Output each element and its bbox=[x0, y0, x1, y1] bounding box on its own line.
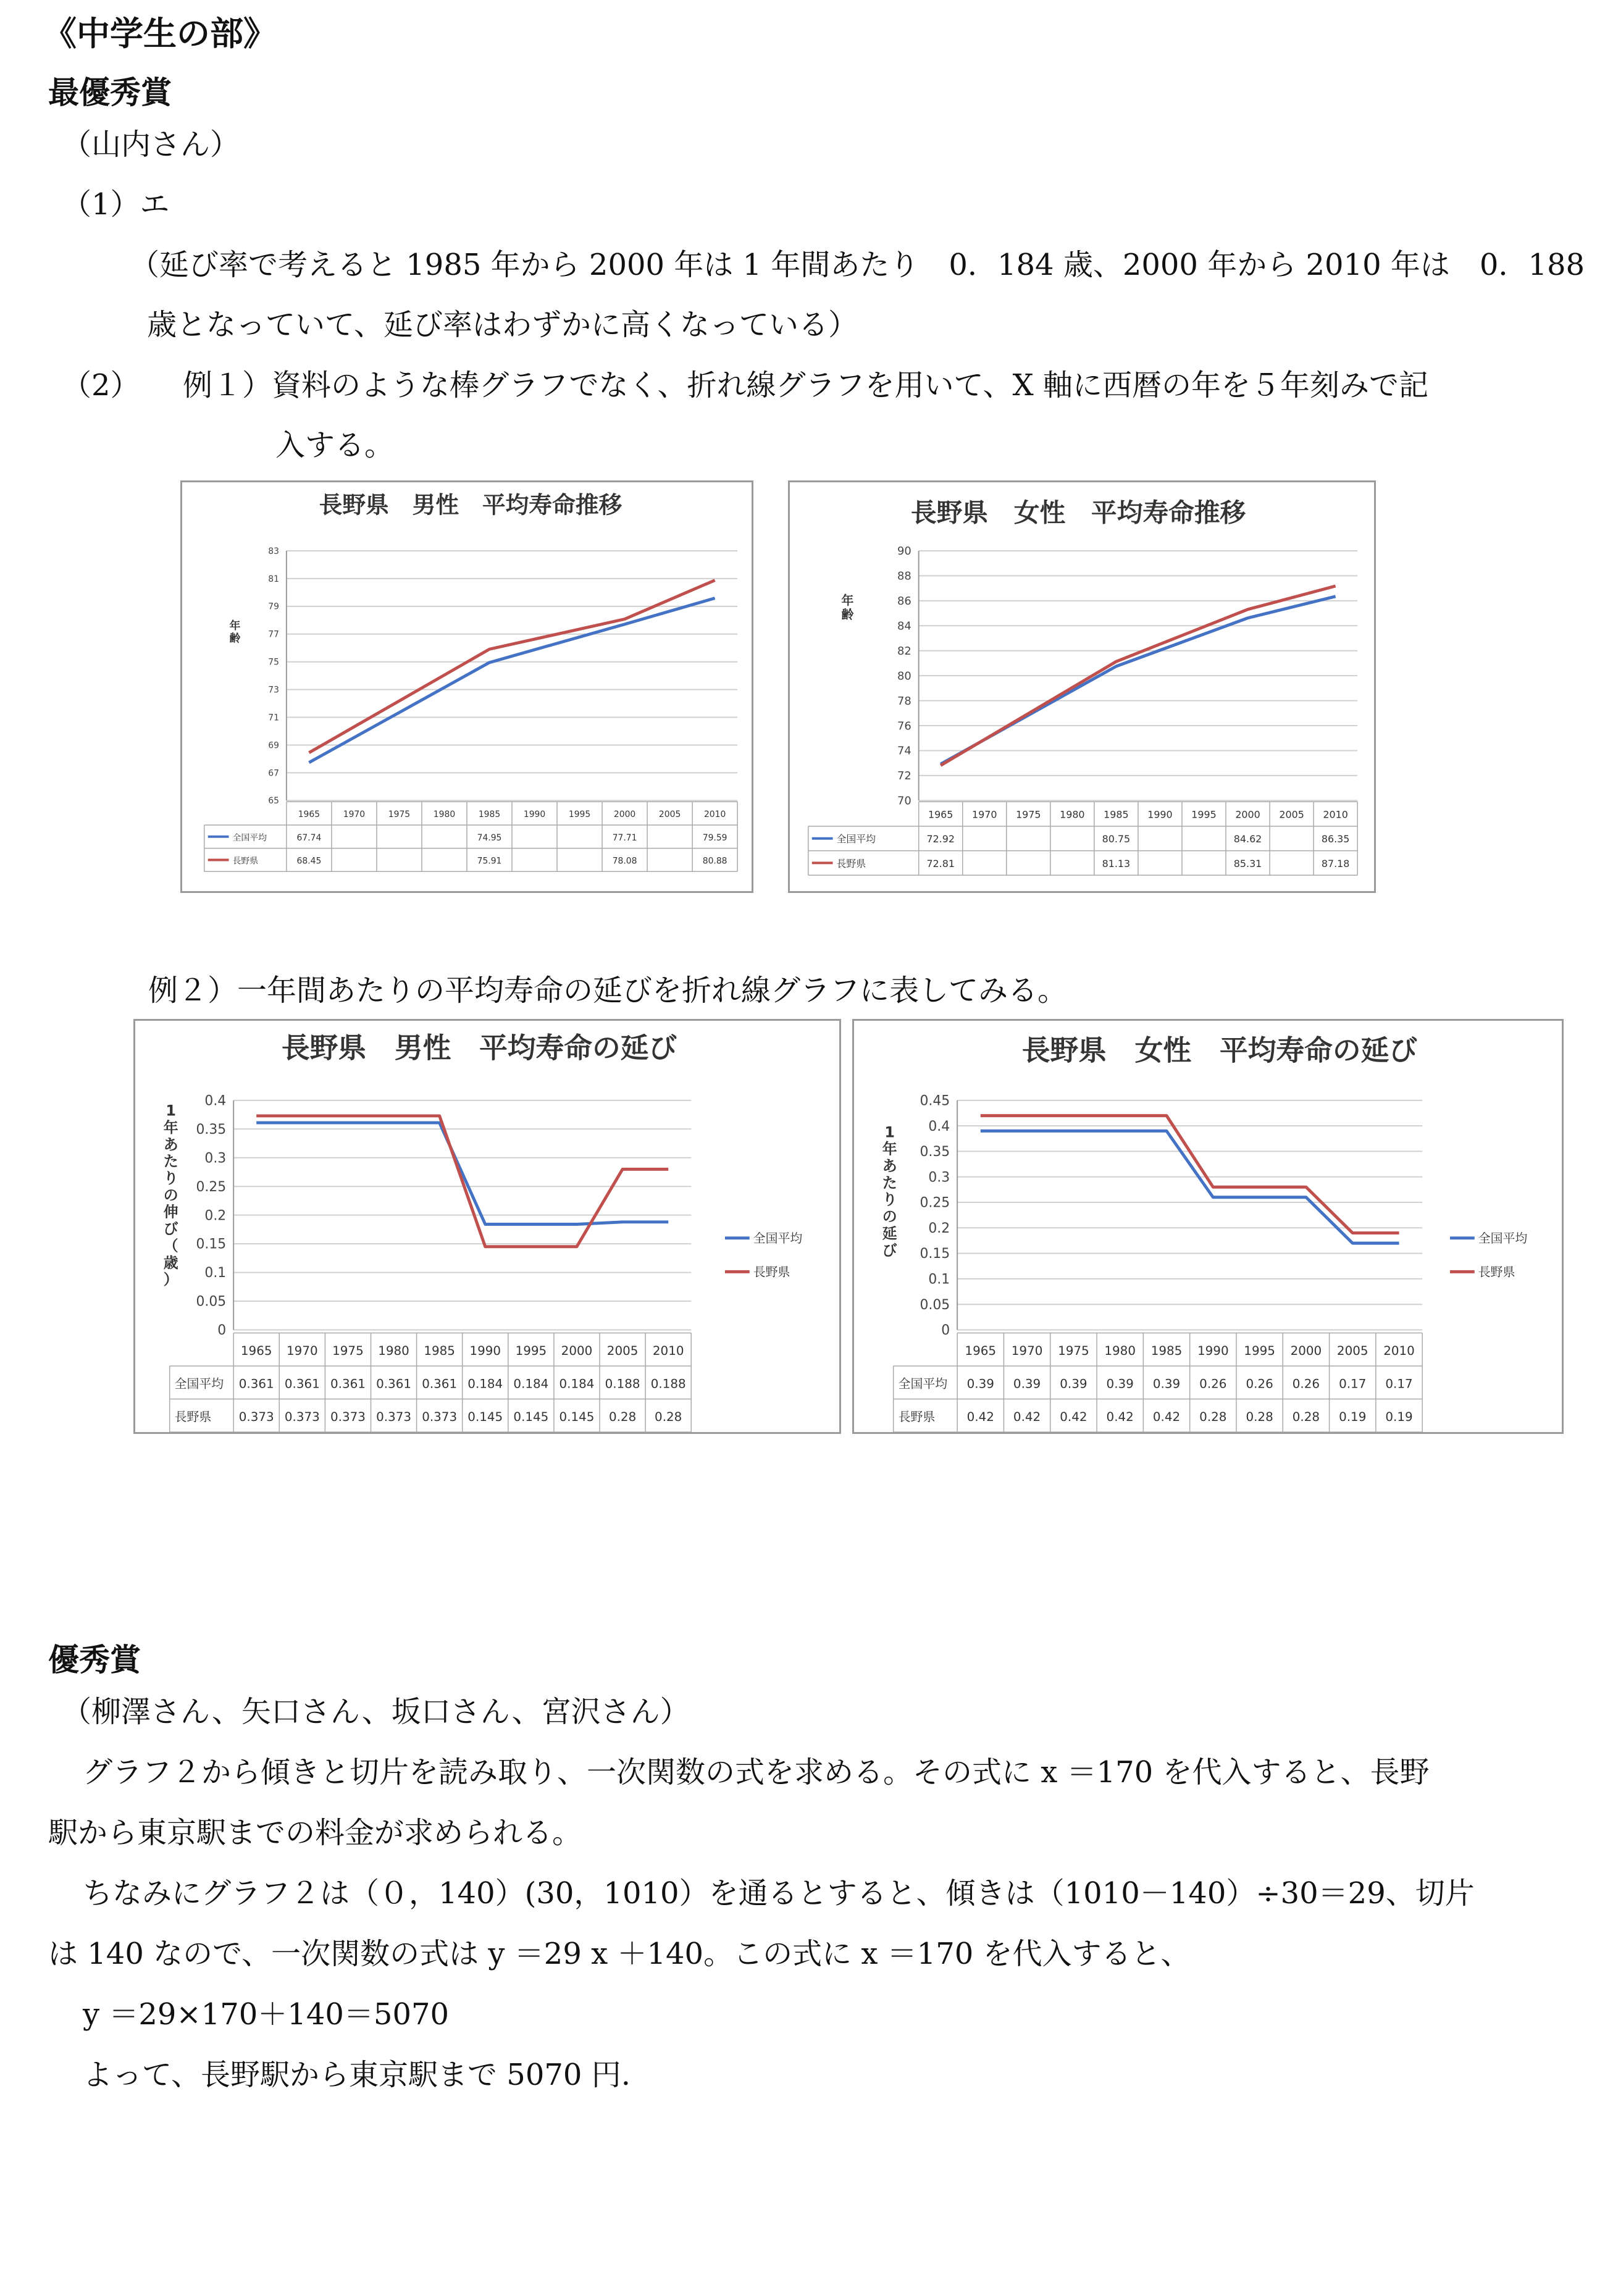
data-label: 0.39 bbox=[1152, 1376, 1181, 1391]
y-tick-label: 75 bbox=[268, 657, 279, 668]
y-tick-label: 0.35 bbox=[920, 1144, 950, 1160]
data-label: 78.08 bbox=[612, 856, 637, 866]
y-tick-label: 79 bbox=[268, 601, 279, 612]
y-tick-label: 69 bbox=[268, 740, 279, 751]
data-label: 72.92 bbox=[926, 833, 955, 845]
data-label: 0.17 bbox=[1385, 1376, 1413, 1391]
series-line-national bbox=[941, 597, 1335, 765]
series-line-national bbox=[981, 1131, 1399, 1243]
top-award-names: （山内さん） bbox=[62, 127, 240, 162]
table-series-name: 長野県 bbox=[898, 1409, 936, 1424]
y-tick-label: 0.1 bbox=[928, 1272, 950, 1288]
x-category-label: 2005 bbox=[606, 1343, 639, 1358]
data-label: 0.188 bbox=[605, 1376, 640, 1391]
data-label: 0.26 bbox=[1292, 1376, 1320, 1391]
data-label: 0.184 bbox=[513, 1376, 549, 1391]
table-series-name: 長野県 bbox=[174, 1409, 212, 1424]
data-label: 0.42 bbox=[1013, 1409, 1041, 1424]
data-label: 85.31 bbox=[1233, 857, 1262, 869]
data-label: 0.42 bbox=[1060, 1409, 1087, 1424]
q2-text-line2: 入する。 bbox=[275, 428, 395, 463]
series-line-national bbox=[256, 1123, 668, 1224]
x-category-label: 2000 bbox=[1235, 808, 1260, 821]
y-tick-label: 0.15 bbox=[920, 1246, 950, 1262]
x-category-label: 1990 bbox=[469, 1343, 501, 1358]
data-label: 0.145 bbox=[467, 1409, 503, 1424]
data-label: 0.39 bbox=[1013, 1376, 1041, 1391]
legend-label: 全国平均 bbox=[753, 1231, 803, 1246]
x-category-label: 1970 bbox=[343, 810, 366, 820]
y-tick-label: 81 bbox=[268, 574, 279, 584]
legend-label: 長野県 bbox=[1478, 1265, 1515, 1280]
x-category-label: 2000 bbox=[613, 810, 636, 820]
q1-label: （1）エ bbox=[62, 187, 170, 222]
y-axis-label: 年齢 bbox=[841, 593, 854, 622]
x-category-label: 1995 bbox=[515, 1343, 547, 1358]
second-award-names: （柳澤さん、矢口さん、坂口さん、宮沢さん） bbox=[62, 1695, 690, 1729]
x-category-label: 1980 bbox=[433, 810, 456, 820]
data-label: 81.13 bbox=[1102, 857, 1131, 869]
y-tick-label: 65 bbox=[268, 796, 279, 807]
x-category-label: 1995 bbox=[1191, 808, 1217, 821]
x-category-label: 1970 bbox=[972, 808, 997, 821]
y-axis-label: 1 年あたりの伸び（歳） bbox=[163, 1102, 178, 1289]
legend-label: 全国平均 bbox=[1478, 1231, 1528, 1246]
x-category-label: 1990 bbox=[523, 810, 546, 820]
table-series-name: 全国平均 bbox=[836, 833, 876, 845]
series-line-national bbox=[309, 598, 714, 763]
data-label: 67.74 bbox=[296, 832, 322, 843]
second-award-heading: 優秀賞 bbox=[48, 1641, 141, 1678]
data-label: 0.42 bbox=[1152, 1409, 1181, 1424]
y-tick-label: 0.3 bbox=[204, 1150, 227, 1167]
x-category-label: 2010 bbox=[652, 1343, 684, 1358]
data-label: 0.361 bbox=[284, 1376, 320, 1391]
data-label: 0.373 bbox=[422, 1409, 458, 1424]
table-series-name: 全国平均 bbox=[898, 1376, 948, 1391]
data-label: 0.373 bbox=[238, 1409, 274, 1424]
y-tick-label: 74 bbox=[897, 744, 911, 758]
x-category-label: 1965 bbox=[928, 808, 953, 821]
y-tick-label: 0.25 bbox=[920, 1195, 950, 1211]
y-tick-label: 73 bbox=[268, 685, 279, 695]
y-tick-label: 88 bbox=[897, 569, 911, 583]
data-label: 74.95 bbox=[477, 832, 502, 843]
x-category-label: 1970 bbox=[287, 1343, 318, 1358]
chart-title: 長野県 女性 平均寿命推移 bbox=[910, 497, 1246, 528]
y-tick-label: 0.15 bbox=[196, 1236, 227, 1252]
data-label: 0.373 bbox=[330, 1409, 366, 1424]
x-category-label: 1970 bbox=[1011, 1343, 1043, 1358]
answer-line-3: ちなみにグラフ２は（０，140）(30，1010）を通るとすると、傾きは（1010－140）÷30＝29、切片 bbox=[83, 1876, 1475, 1911]
y-tick-label: 0.3 bbox=[928, 1170, 950, 1186]
x-category-label: 1990 bbox=[1197, 1343, 1229, 1358]
series-line-nagano bbox=[981, 1116, 1399, 1233]
table-series-name: 長野県 bbox=[836, 857, 866, 869]
chart-title: 長野県 女性 平均寿命の延び bbox=[1021, 1034, 1418, 1067]
data-label: 0.145 bbox=[513, 1409, 549, 1424]
data-label: 0.28 bbox=[1246, 1409, 1273, 1424]
y-tick-label: 84 bbox=[897, 619, 911, 633]
y-tick-label: 90 bbox=[897, 545, 911, 558]
x-category-label: 1980 bbox=[1060, 808, 1085, 821]
y-tick-label: 0.05 bbox=[196, 1294, 227, 1310]
table-series-name: 長野県 bbox=[232, 856, 259, 866]
data-label: 0.145 bbox=[559, 1409, 595, 1424]
y-tick-label: 67 bbox=[268, 768, 279, 779]
y-tick-label: 71 bbox=[268, 713, 279, 723]
x-category-label: 1985 bbox=[1104, 808, 1129, 821]
x-category-label: 1985 bbox=[478, 810, 501, 820]
data-label: 0.28 bbox=[655, 1409, 682, 1424]
section-title: 《中学生の部》 bbox=[43, 14, 277, 53]
data-label: 0.28 bbox=[608, 1409, 637, 1424]
x-category-label: 2000 bbox=[1290, 1343, 1322, 1358]
chart-male-trend bbox=[180, 480, 753, 893]
table-series-name: 全国平均 bbox=[232, 832, 267, 843]
x-category-label: 2000 bbox=[561, 1343, 593, 1358]
x-category-label: 2010 bbox=[1323, 808, 1348, 821]
x-category-label: 2005 bbox=[1279, 808, 1304, 821]
chart-title: 長野県 男性 平均寿命の延び bbox=[281, 1031, 677, 1065]
y-axis-label: 1 年あたりの延び bbox=[882, 1123, 897, 1259]
x-category-label: 1965 bbox=[298, 810, 321, 820]
y-tick-label: 78 bbox=[897, 694, 911, 708]
data-label: 0.19 bbox=[1339, 1409, 1367, 1424]
data-label: 0.26 bbox=[1199, 1376, 1227, 1391]
top-award-heading: 最優秀賞 bbox=[48, 74, 172, 111]
x-category-label: 1985 bbox=[1150, 1343, 1183, 1358]
data-label: 0.361 bbox=[376, 1376, 412, 1391]
data-label: 0.39 bbox=[966, 1376, 994, 1391]
x-category-label: 1995 bbox=[1244, 1343, 1275, 1358]
legend-label: 長野県 bbox=[753, 1265, 790, 1280]
y-tick-label: 80 bbox=[897, 669, 911, 683]
data-label: 72.81 bbox=[926, 857, 955, 869]
x-category-label: 1980 bbox=[1104, 1343, 1136, 1358]
x-category-label: 1965 bbox=[965, 1343, 997, 1358]
y-tick-label: 86 bbox=[897, 595, 911, 608]
chart-female-increase bbox=[852, 1019, 1564, 1434]
x-category-label: 1990 bbox=[1147, 808, 1173, 821]
answer-line-4: は 140 なので、一次関数の式は y ＝29 x ＋140。この式に x ＝170 を代入すると、 bbox=[48, 1937, 1191, 1971]
data-label: 0.26 bbox=[1246, 1376, 1273, 1391]
data-label: 0.361 bbox=[238, 1376, 274, 1391]
chart-male-increase bbox=[133, 1019, 841, 1434]
answer-line-6: よって、長野駅から東京駅まで 5070 円. bbox=[83, 2058, 631, 2092]
answer-line-5: y ＝29×170＋140＝5070 bbox=[83, 1997, 450, 2032]
answer-line-2: 駅から東京駅までの料金が求められる。 bbox=[48, 1816, 582, 1850]
q1-text-line2: 歳となっていて、延び率はわずかに高くなっている） bbox=[147, 308, 858, 342]
q2-text-line1: 例１）資料のような棒グラフでなく、折れ線グラフを用いて、X 軸に西暦の年を５年刻みで記 bbox=[183, 368, 1428, 403]
x-category-label: 2010 bbox=[703, 810, 726, 820]
data-label: 79.59 bbox=[702, 832, 727, 843]
y-tick-label: 0 bbox=[217, 1323, 227, 1339]
x-category-label: 1975 bbox=[1016, 808, 1041, 821]
data-label: 0.17 bbox=[1339, 1376, 1367, 1391]
y-tick-label: 77 bbox=[268, 629, 279, 640]
answer-line-1: グラフ２から傾きと切片を読み取り、一次関数の式を求める。その式に x ＝170 を代入すると、長野 bbox=[83, 1755, 1430, 1790]
data-label: 0.19 bbox=[1385, 1409, 1413, 1424]
q2-label: （2） bbox=[62, 368, 140, 403]
table-series-name: 全国平均 bbox=[174, 1376, 224, 1391]
y-tick-label: 0.2 bbox=[928, 1220, 950, 1236]
y-tick-label: 82 bbox=[897, 644, 911, 658]
data-label: 0.42 bbox=[1106, 1409, 1134, 1424]
y-tick-label: 70 bbox=[897, 794, 911, 808]
data-label: 0.28 bbox=[1199, 1409, 1227, 1424]
data-label: 68.45 bbox=[296, 856, 322, 866]
y-tick-label: 76 bbox=[897, 719, 911, 733]
data-label: 0.39 bbox=[1060, 1376, 1087, 1391]
y-tick-label: 0.4 bbox=[928, 1118, 950, 1134]
data-label: 87.18 bbox=[1321, 857, 1350, 869]
x-category-label: 1985 bbox=[424, 1343, 455, 1358]
y-tick-label: 72 bbox=[897, 769, 911, 783]
y-tick-label: 0.4 bbox=[204, 1093, 227, 1109]
x-category-label: 1995 bbox=[568, 810, 591, 820]
x-category-label: 2005 bbox=[658, 810, 681, 820]
y-tick-label: 0.25 bbox=[196, 1179, 227, 1195]
data-label: 0.28 bbox=[1292, 1409, 1320, 1424]
series-line-nagano bbox=[256, 1116, 668, 1247]
data-label: 0.188 bbox=[650, 1376, 686, 1391]
data-label: 0.39 bbox=[1106, 1376, 1134, 1391]
y-tick-label: 0.05 bbox=[920, 1297, 950, 1313]
data-label: 0.184 bbox=[559, 1376, 595, 1391]
data-label: 84.62 bbox=[1233, 833, 1262, 845]
x-category-label: 1975 bbox=[388, 810, 411, 820]
y-tick-label: 0.35 bbox=[196, 1121, 227, 1138]
chart-female-trend bbox=[788, 480, 1376, 893]
x-category-label: 2005 bbox=[1336, 1343, 1368, 1358]
data-label: 77.71 bbox=[612, 832, 637, 843]
data-label: 0.361 bbox=[422, 1376, 458, 1391]
data-label: 80.88 bbox=[702, 856, 727, 866]
data-label: 86.35 bbox=[1321, 833, 1350, 845]
y-axis-label: 年齢 bbox=[229, 619, 241, 645]
chart-title: 長野県 男性 平均寿命推移 bbox=[319, 491, 622, 519]
x-category-label: 1965 bbox=[240, 1343, 272, 1358]
x-category-label: 1975 bbox=[1058, 1343, 1089, 1358]
data-label: 0.361 bbox=[330, 1376, 366, 1391]
x-category-label: 2010 bbox=[1383, 1343, 1415, 1358]
y-tick-label: 0.2 bbox=[204, 1208, 227, 1224]
y-tick-label: 0.45 bbox=[920, 1093, 950, 1109]
data-label: 80.75 bbox=[1102, 833, 1131, 845]
data-label: 75.91 bbox=[477, 856, 502, 866]
x-category-label: 1980 bbox=[378, 1343, 409, 1358]
y-tick-label: 83 bbox=[268, 546, 279, 556]
example2-text: 例２）一年間あたりの平均寿命の延びを折れ線グラフに表してみる。 bbox=[148, 973, 1068, 1008]
x-category-label: 1975 bbox=[332, 1343, 364, 1358]
y-tick-label: 0.1 bbox=[204, 1265, 227, 1281]
q1-text-line1: （延び率で考えると 1985 年から 2000 年は 1 年間あたり 0．184 歳、2000 年から 2010 年は 0．188 bbox=[130, 248, 1585, 282]
data-label: 0.373 bbox=[284, 1409, 320, 1424]
data-label: 0.373 bbox=[376, 1409, 412, 1424]
data-label: 0.184 bbox=[467, 1376, 503, 1391]
y-tick-label: 0 bbox=[941, 1323, 950, 1339]
data-label: 0.42 bbox=[966, 1409, 994, 1424]
